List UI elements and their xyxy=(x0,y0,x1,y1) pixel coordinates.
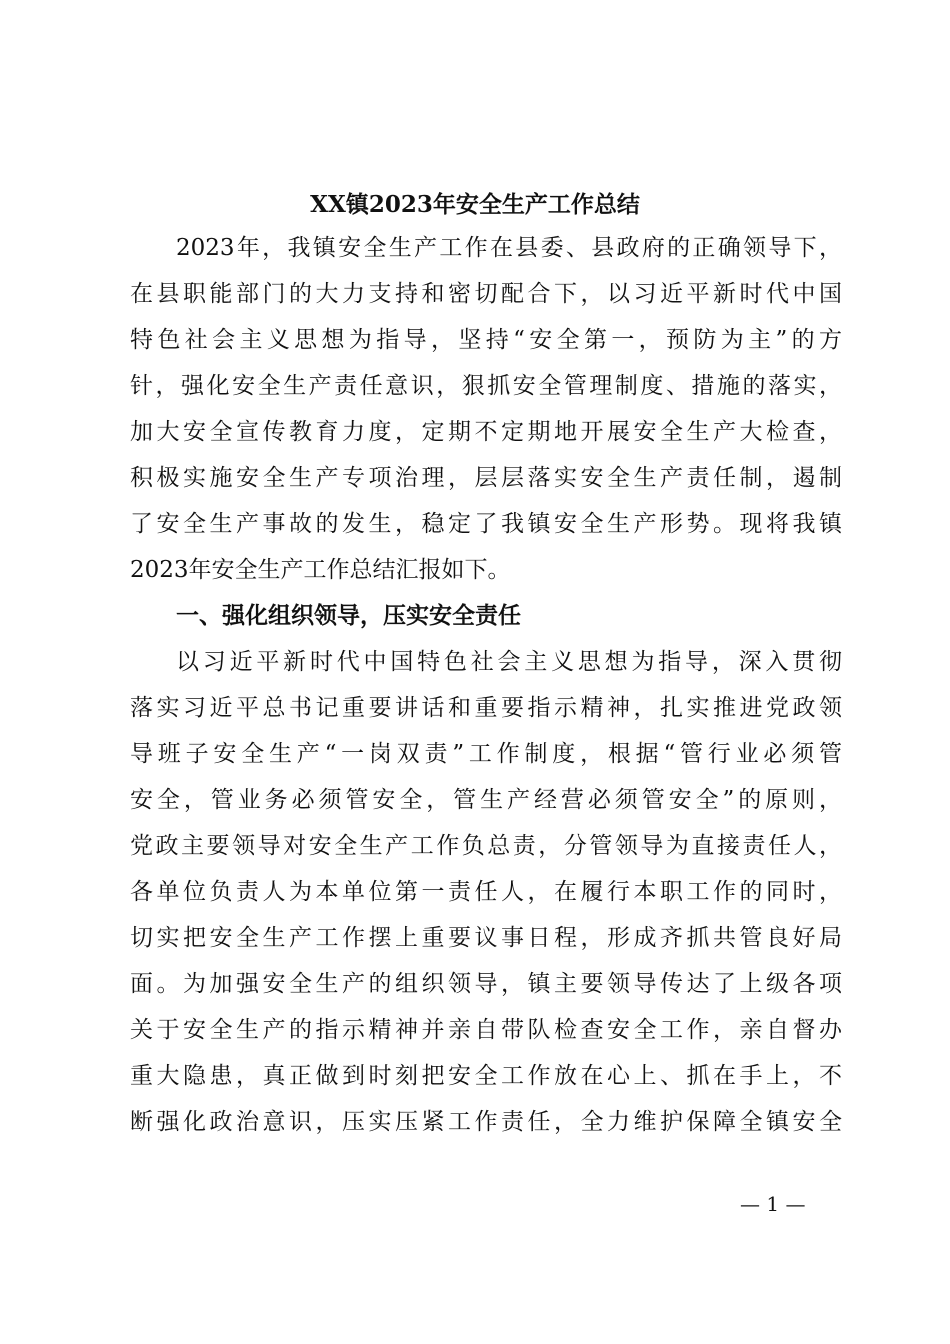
document-title: XX镇2023年安全生产工作总结 xyxy=(310,191,640,218)
paragraph-line: 2023年，我镇安全生产工作在县委、县政府的正确领导下， xyxy=(176,235,842,261)
paragraph-line: 关于安全生产的指示精神并亲自带队检查安全工作，亲自督办 xyxy=(130,1017,842,1043)
paragraph-line: 导班子安全生产“一岗双责”工作制度，根据“管行业必须管 xyxy=(130,741,842,767)
paragraph-line: 党政主要领导对安全生产工作负总责，分管领导为直接责任人， xyxy=(130,833,842,859)
paragraph-line: 切实把安全生产工作摆上重要议事日程，形成齐抓共管良好局 xyxy=(130,925,842,951)
paragraph-line: 面。为加强安全生产的组织领导，镇主要领导传达了上级各项 xyxy=(130,971,842,997)
paragraph-line: 针，强化安全生产责任意识，狠抓安全管理制度、措施的落实， xyxy=(130,373,842,399)
section-heading: 一、强化组织领导，压实安全责任 xyxy=(176,603,521,629)
page-number: — 1 — xyxy=(740,1192,806,1216)
paragraph-line: 安全，管业务必须管安全，管生产经营必须管安全”的原则， xyxy=(130,787,842,813)
paragraph-line: 落实习近平总书记重要讲话和重要指示精神，扎实推进党政领 xyxy=(130,695,842,721)
paragraph-line: 积极实施安全生产专项治理，层层落实安全生产责任制，遏制 xyxy=(130,465,842,491)
paragraph-line: 各单位负责人为本单位第一责任人，在履行本职工作的同时， xyxy=(130,879,842,905)
paragraph-line: 加大安全宣传教育力度，定期不定期地开展安全生产大检查， xyxy=(130,419,842,445)
paragraph-line: 以习近平新时代中国特色社会主义思想为指导，深入贯彻 xyxy=(176,649,842,675)
paragraph-line: 了安全生产事故的发生，稳定了我镇安全生产形势。现将我镇 xyxy=(130,511,842,537)
paragraph-line: 2023年安全生产工作总结汇报如下。 xyxy=(130,557,511,583)
paragraph-line: 断强化政治意识，压实压紧工作责任，全力维护保障全镇安全 xyxy=(130,1109,842,1135)
paragraph-line: 特色社会主义思想为指导，坚持“安全第一，预防为主”的方 xyxy=(130,327,842,353)
paragraph-line: 在县职能部门的大力支持和密切配合下，以习近平新时代中国 xyxy=(130,281,842,307)
paragraph-line: 重大隐患，真正做到时刻把安全工作放在心上、抓在手上，不 xyxy=(130,1063,842,1089)
